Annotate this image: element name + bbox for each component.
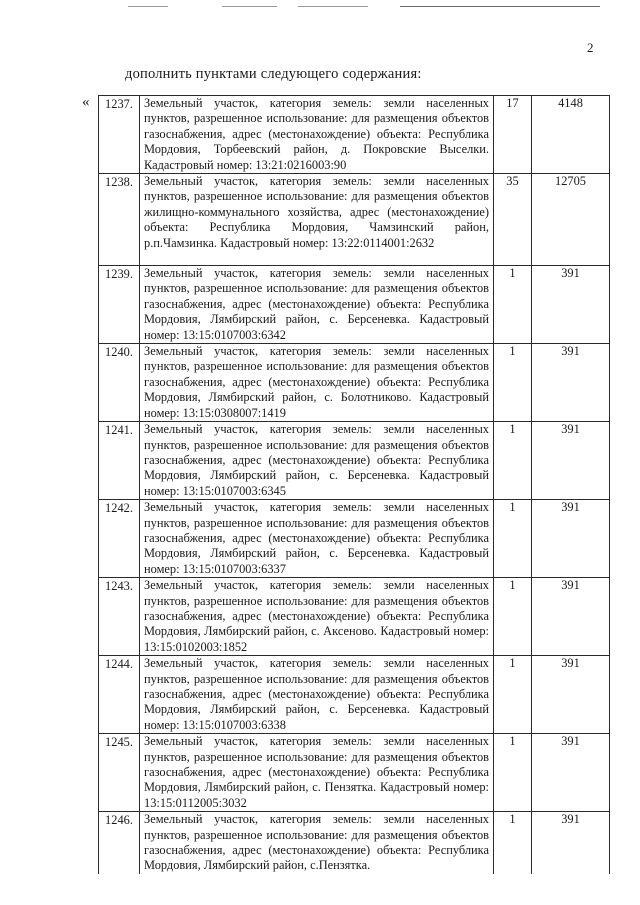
item-value: 391 bbox=[532, 578, 610, 656]
item-value: 391 bbox=[532, 500, 610, 578]
item-quantity: 1 bbox=[494, 734, 532, 812]
item-description: Земельный участок, категория земель: земли населенных пунктов, разрешенное использование: для размещения объектов газоснабжения, адрес (местонахождение) объекта: Республика Мордовия, Лямбирский район, с. Берсеневка. Кадастровый номер: 13:15:0107003:6345 bbox=[140, 422, 494, 500]
table-row bbox=[99, 344, 610, 422]
item-value: 391 bbox=[532, 656, 610, 734]
item-value: 391 bbox=[532, 422, 610, 500]
item-value: 391 bbox=[532, 266, 610, 344]
table-row bbox=[99, 578, 610, 656]
table-row bbox=[99, 422, 610, 500]
item-quantity: 1 bbox=[494, 656, 532, 734]
scan-artifact bbox=[400, 6, 600, 7]
item-description: Земельный участок, категория земель: земли населенных пунктов, разрешенное использование: для размещения объектов газоснабжения, адрес (местонахождение) объекта: Республика Мордовия, Торбеевский район, д. Покровские Выселки. Кадастровый номер: 13:21:0216003:90 bbox=[140, 96, 494, 174]
item-quantity: 35 bbox=[494, 174, 532, 266]
item-quantity: 1 bbox=[494, 578, 532, 656]
item-number: 1241. bbox=[99, 422, 140, 500]
scan-artifact bbox=[222, 6, 277, 7]
item-value: 12705 bbox=[532, 174, 610, 266]
table-row bbox=[99, 266, 610, 344]
item-number: 1245. bbox=[99, 734, 140, 812]
item-description: Земельный участок, категория земель: земли населенных пунктов, разрешенное использование: для размещения объектов газоснабжения, адрес (местонахождение) объекта: Республика Мордовия, Лямбирский район, с. Пензятка. Кадастровый номер: 13:15:0112005:3032 bbox=[140, 734, 494, 812]
items-table bbox=[98, 95, 610, 874]
table-row bbox=[99, 174, 610, 266]
item-quantity: 17 bbox=[494, 96, 532, 174]
item-description: Земельный участок, категория земель: земли населенных пунктов, разрешенное использование: для размещения объектов газоснабжения, адрес (местонахождение) объекта: Республика Мордовия, Лямбирский район, с. Берсеневка. Кадастровый номер: 13:15:0107003:6342 bbox=[140, 266, 494, 344]
item-number: 1237. bbox=[99, 96, 140, 174]
scan-artifact bbox=[128, 6, 168, 7]
item-number: 1246. bbox=[99, 812, 140, 874]
opening-quote: « bbox=[82, 94, 90, 110]
item-number: 1242. bbox=[99, 500, 140, 578]
item-quantity: 1 bbox=[494, 812, 532, 874]
item-value: 391 bbox=[532, 344, 610, 422]
item-value: 4148 bbox=[532, 96, 610, 174]
item-number: 1239. bbox=[99, 266, 140, 344]
item-description: Земельный участок, категория земель: земли населенных пунктов, разрешенное использование: для размещения объектов газоснабжения, адрес (местонахождение) объекта: Республика Мордовия, Лямбирский район, с. Берсеневка. Кадастровый номер: 13:15:0107003:6338 bbox=[140, 656, 494, 734]
item-quantity: 1 bbox=[494, 344, 532, 422]
item-description: Земельный участок, категория земель: земли населенных пунктов, разрешенное использование: для размещения объектов газоснабжения, адрес (местонахождение) объекта: Республика Мордовия, Лямбирский район, с. Аксеново. Кадастровый номер: 13:15:0102003:1852 bbox=[140, 578, 494, 656]
item-value: 391 bbox=[532, 812, 610, 874]
table-row bbox=[99, 812, 610, 874]
item-number: 1238. bbox=[99, 174, 140, 266]
item-description: Земельный участок, категория земель: земли населенных пунктов, разрешенное использование: для размещения объектов жилищно-коммунального хозяйства, адрес (местонахождение) объекта: Республика Мордовия, Чамзинский район, р.п.Чамзинка. Кадастровый номер: 13:22:0114001:2632 bbox=[140, 174, 494, 266]
item-description: Земельный участок, категория земель: земли населенных пунктов, разрешенное использование: для размещения объектов газоснабжения, адрес (местонахождение) объекта: Республика Мордовия, Лямбирский район, с. Берсеневка. Кадастровый номер: 13:15:0107003:6337 bbox=[140, 500, 494, 578]
item-quantity: 1 bbox=[494, 266, 532, 344]
table-row bbox=[99, 500, 610, 578]
item-number: 1240. bbox=[99, 344, 140, 422]
page-number: 2 bbox=[587, 40, 594, 55]
item-number: 1243. bbox=[99, 578, 140, 656]
table-row bbox=[99, 734, 610, 812]
table-row bbox=[99, 656, 610, 734]
table-row bbox=[99, 96, 610, 174]
item-description: Земельный участок, категория земель: земли населенных пунктов, разрешенное использование: для размещения объектов газоснабжения, адрес (местонахождение) объекта: Республика Мордовия, Лямбирский район, с. Болотниково. Кадастровый номер: 13:15:0308007:1419 bbox=[140, 344, 494, 422]
intro-text: дополнить пунктами следующего содержания: bbox=[125, 66, 422, 82]
item-quantity: 1 bbox=[494, 500, 532, 578]
item-description: Земельный участок, категория земель: земли населенных пунктов, разрешенное использование: для размещения объектов газоснабжения, адрес (местонахождение) объекта: Республика Мордовия, Лямбирский район, с.Пензятка. bbox=[140, 812, 494, 874]
item-value: 391 bbox=[532, 734, 610, 812]
scan-artifact bbox=[298, 6, 368, 7]
item-quantity: 1 bbox=[494, 422, 532, 500]
item-number: 1244. bbox=[99, 656, 140, 734]
